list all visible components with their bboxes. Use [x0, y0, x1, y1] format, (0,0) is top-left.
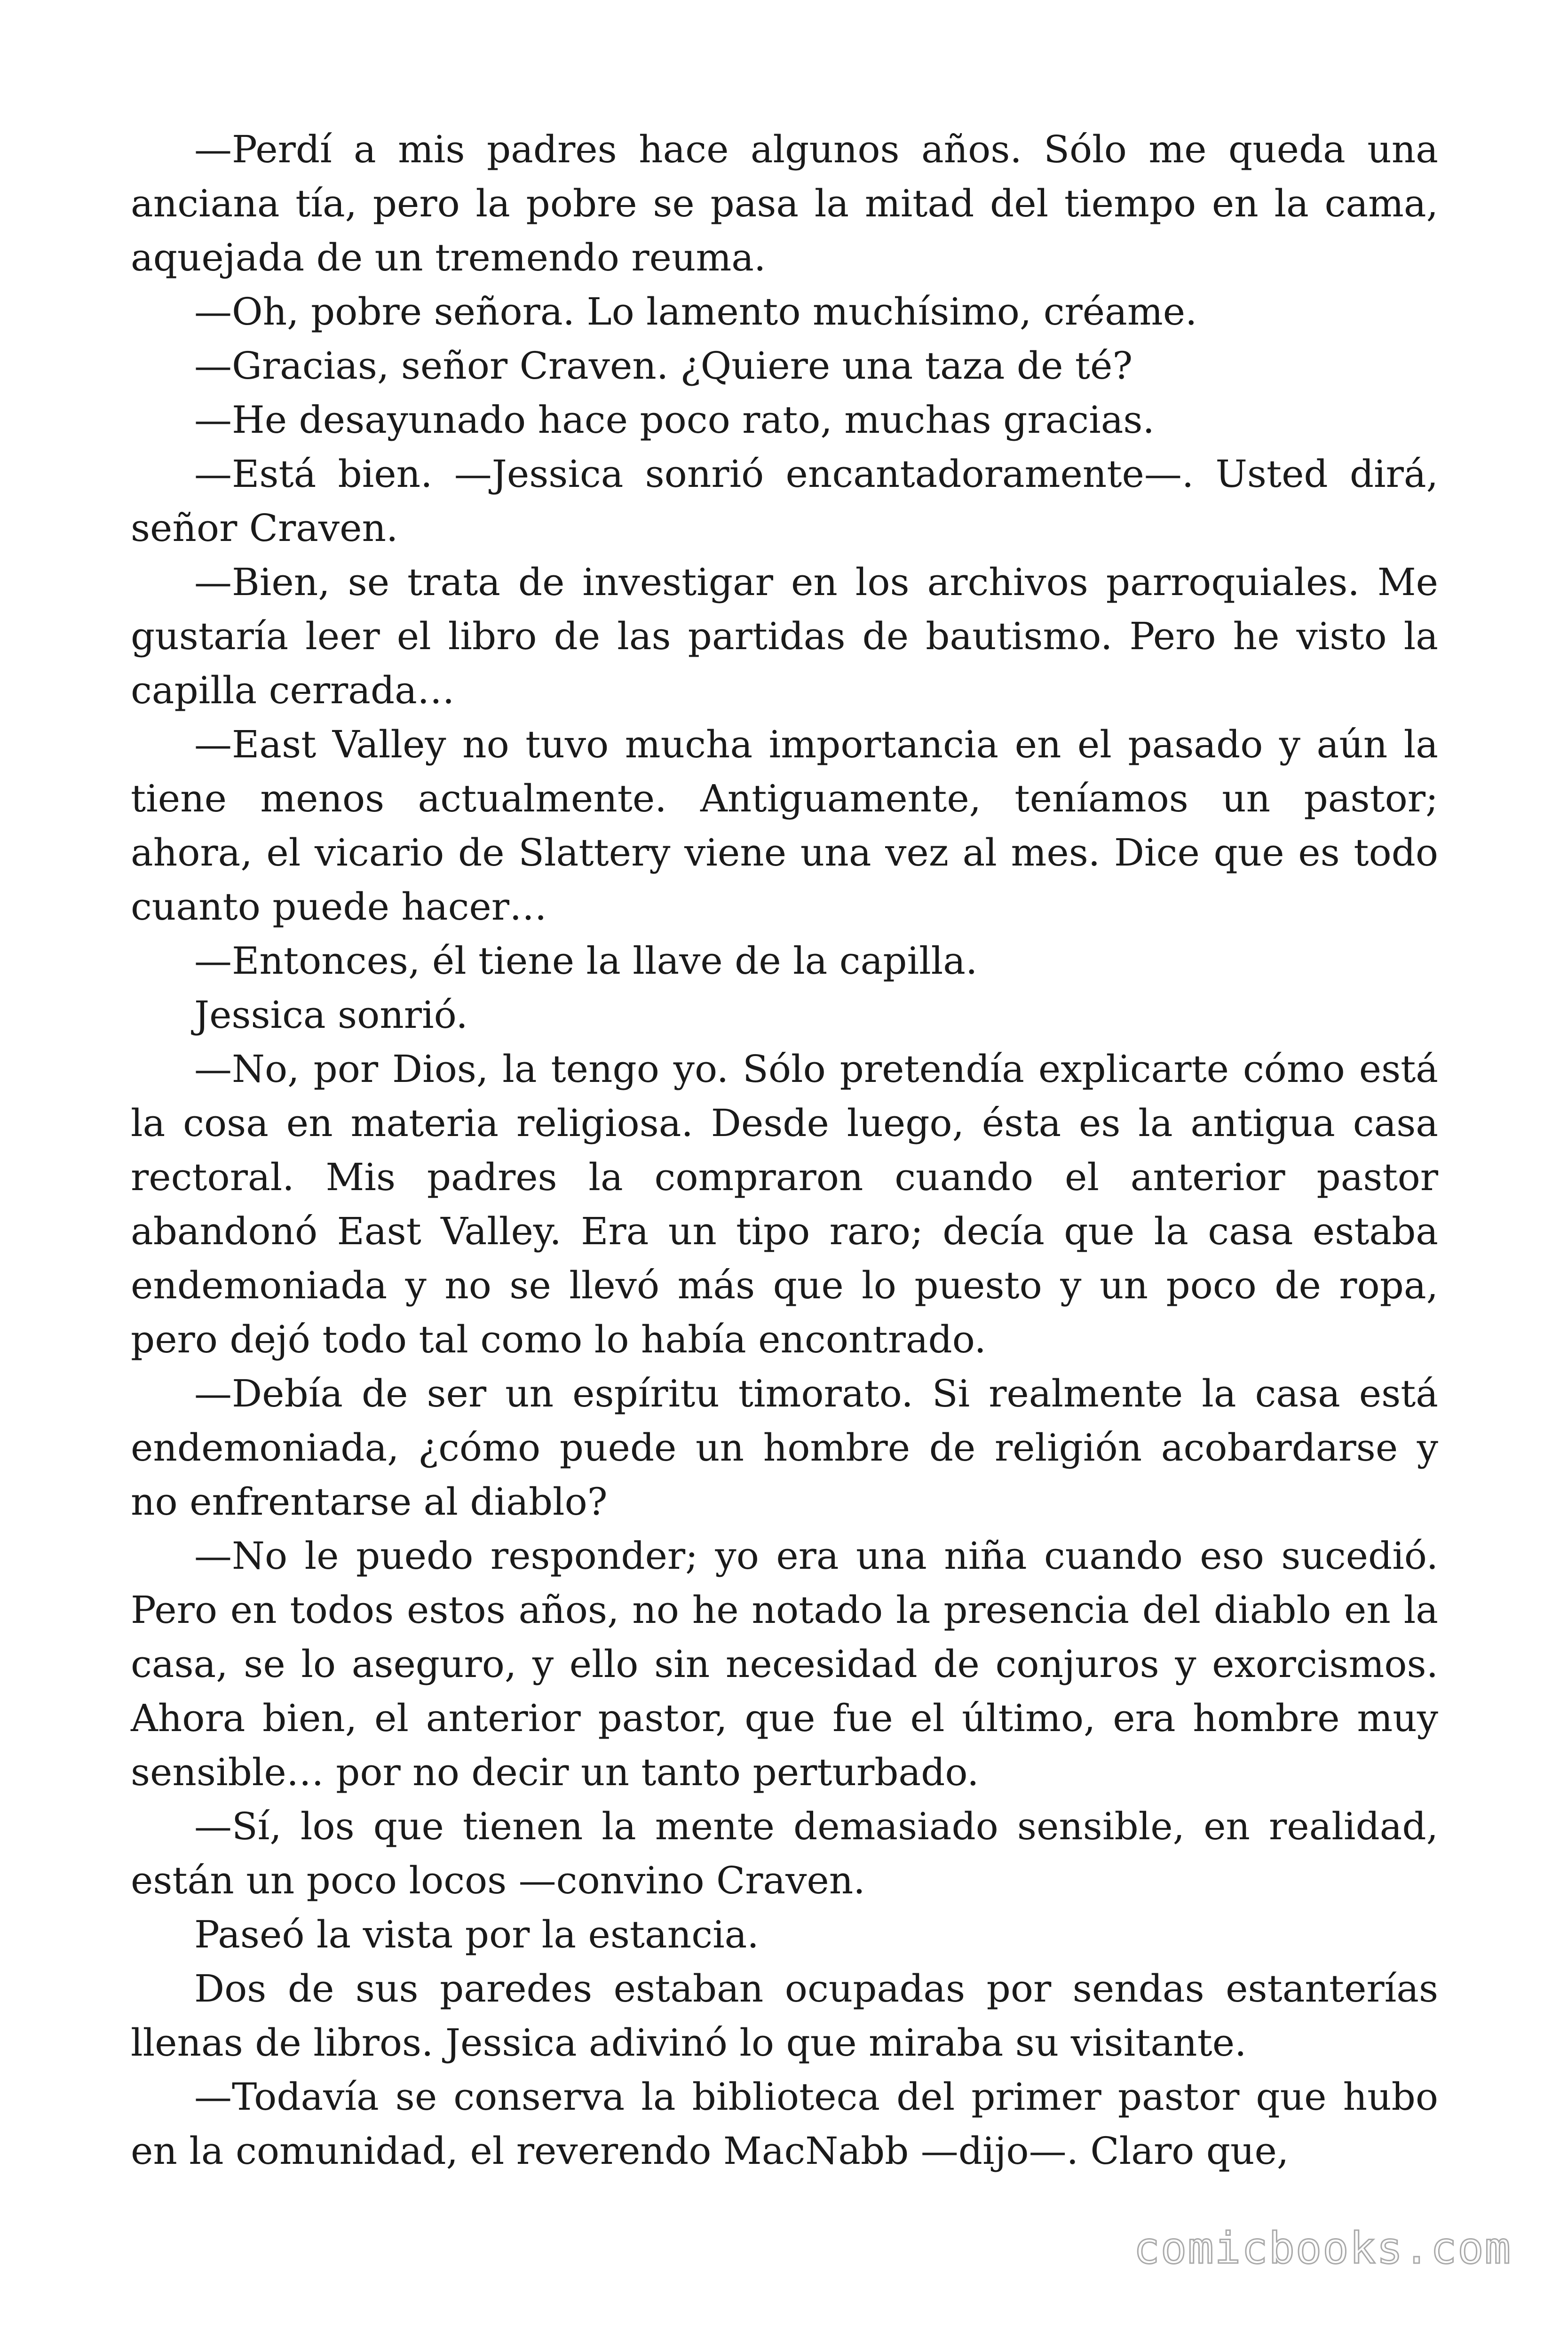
page-text [131, 122, 1438, 2178]
paragraph: Jessica sonrió. [194, 993, 468, 1037]
paragraph: —Todavía se conserva la biblioteca del primer pastor que hubo en la comunidad, el reverendo MacNabb —dijo—. Claro que, [131, 2075, 1438, 2173]
watermark: comicbooks.com [1133, 2223, 1512, 2273]
paragraph: —Entonces, él tiene la llave de la capilla. [194, 939, 978, 983]
paragraph: —Debía de ser un espíritu timorato. Si realmente la casa está endemoniada, ¿cómo puede un hombre de religión acobardarse y no enfrentarse al diablo? [131, 1372, 1438, 1524]
paragraph: —Sí, los que tienen la mente demasiado sensible, en realidad, están un poco locos —convino Craven. [131, 1804, 1438, 1902]
paragraph: Paseó la vista por la estancia. [194, 1913, 759, 1956]
paragraph: —East Valley no tuvo mucha importancia en el pasado y aún la tiene menos actualmente. Antiguamente, teníamos un pastor; ahora, el vicario de Slattery viene una vez al mes. Dice que es todo cuanto puede hacer… [131, 723, 1438, 929]
paragraph: —Está bien. —Jessica sonrió encantadoramente—. Usted dirá, señor Craven. [131, 452, 1438, 550]
paragraph: —Perdí a mis padres hace algunos años. Sólo me queda una anciana tía, pero la pobre se pasa la mitad del tiempo en la cama, aquejada de un tremendo reuma. [131, 127, 1438, 279]
paragraph: —No le puedo responder; yo era una niña cuando eso sucedió. Pero en todos estos años, no he notado la presencia del diablo en la casa, se lo aseguro, y ello sin necesidad de conjuros y exorcismos. Ahora bien, el anterior pastor, que fue el último, era hombre muy sensible… por no decir un tanto perturbado. [131, 1534, 1438, 1794]
paragraph: —He desayunado hace poco rato, muchas gracias. [194, 398, 1155, 442]
paragraph: —Bien, se trata de investigar en los archivos parroquiales. Me gustaría leer el libro de las partidas de bautismo. Pero he visto la capilla cerrada… [131, 560, 1438, 712]
paragraph: Dos de sus paredes estaban ocupadas por sendas estanterías llenas de libros. Jessica adivinó lo que miraba su visitante. [131, 1967, 1438, 2065]
paragraph: —Oh, pobre señora. Lo lamento muchísimo, créame. [194, 290, 1197, 334]
paragraph: —No, por Dios, la tengo yo. Sólo pretendía explicarte cómo está la cosa en materia religiosa. Desde luego, ésta es la antigua casa rectoral. Mis padres la compraron cuando el anterior pastor abandonó East Valley. Era un tipo raro; decía que la casa estaba endemoniada y no se llevó más que lo puesto y un poco de ropa, pero dejó todo tal como lo había encontrado. [131, 1047, 1438, 1361]
paragraph: —Gracias, señor Craven. ¿Quiere una taza de té? [194, 344, 1133, 388]
